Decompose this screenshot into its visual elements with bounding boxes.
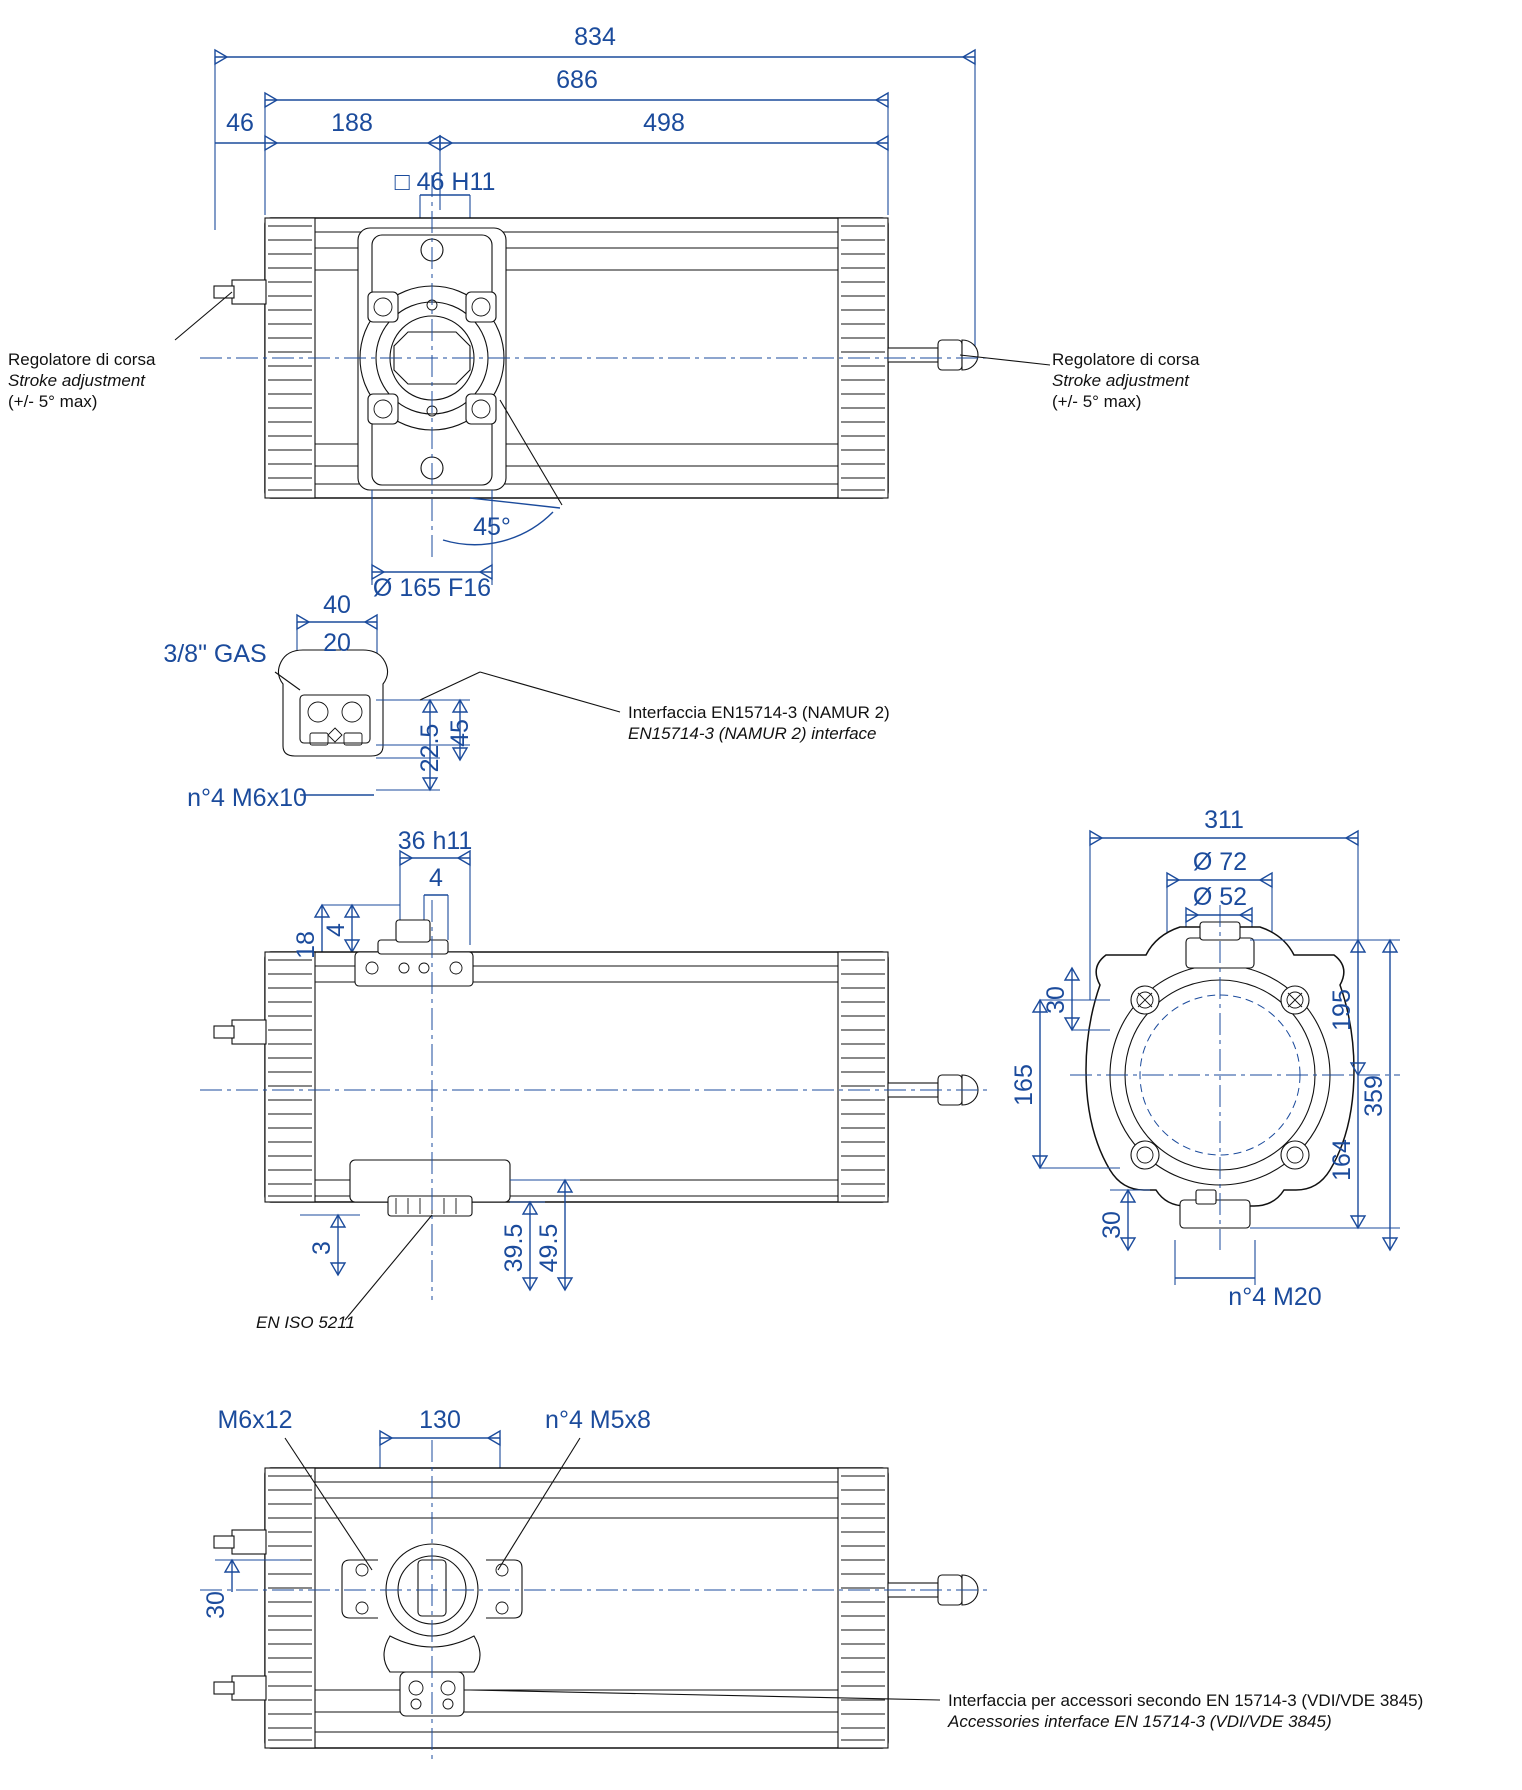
bottom-view-geometry	[200, 1431, 990, 1760]
dim-bottom-height-30: 30	[202, 1591, 230, 1619]
dim-height-359: 359	[1360, 1075, 1388, 1117]
top-view-geometry	[175, 50, 1050, 585]
label-m6x12: M6x12	[217, 1406, 293, 1434]
dim-overall-length: 834	[574, 23, 616, 51]
dim-detail-22-5: 22.5	[416, 723, 444, 773]
dim-body-length: 686	[556, 66, 598, 94]
dim-spacing-130: 130	[419, 1406, 461, 1434]
dim-detail-20: 20	[323, 629, 351, 657]
dim-square-drive: □ 46 H11	[394, 168, 496, 196]
dim-width-311: 311	[1204, 806, 1244, 834]
dim-step-4: 4	[429, 864, 443, 892]
dim-dia-52: Ø 52	[1192, 883, 1248, 911]
dim-angle-45: 45°	[473, 513, 511, 541]
dim-height-30-bottom: 30	[1098, 1211, 1126, 1239]
label-m5x8-screws: n°4 M5x8	[545, 1406, 651, 1434]
label-gas-port: 3/8" GAS	[163, 640, 267, 668]
dim-flange-diameter: Ø 165 F16	[372, 574, 492, 602]
dim-height-164: 164	[1328, 1139, 1356, 1181]
dim-center-right: 498	[643, 109, 685, 137]
callout-namur-line1: Interfaccia EN15714-3 (NAMUR 2)	[628, 703, 890, 722]
dim-detail-45: 45	[446, 719, 474, 747]
note-left-line1: Regolatore di corsa	[8, 350, 156, 369]
dim-bottom-3: 3	[308, 1241, 336, 1255]
note-left-line3: (+/- 5° max)	[8, 392, 98, 411]
label-m20-threads: n°4 M20	[1228, 1283, 1322, 1311]
dim-height-18: 18	[292, 931, 320, 959]
dim-dia-72: Ø 72	[1192, 848, 1248, 876]
label-en-iso-5211: EN ISO 5211	[256, 1313, 355, 1332]
dim-bottom-39-5: 39.5	[500, 1223, 528, 1273]
dim-bottom-49-5: 49.5	[535, 1223, 563, 1273]
callout-namur-line2: EN15714-3 (NAMUR 2) interface	[628, 724, 877, 743]
callout-accessories-line1: Interfaccia per accessori secondo EN 15714-3 (VDI/VDE 3845)	[948, 1691, 1424, 1710]
note-right-line3: (+/- 5° max)	[1052, 392, 1142, 411]
note-left-line2: Stroke adjustment	[8, 371, 146, 390]
note-right-line1: Regolatore di corsa	[1052, 350, 1200, 369]
dim-height-4: 4	[322, 923, 350, 937]
dim-height-165: 165	[1010, 1064, 1038, 1106]
dim-height-195: 195	[1328, 989, 1356, 1031]
dim-detail-40: 40	[323, 591, 351, 619]
dim-center-left: 188	[331, 109, 373, 137]
dim-left-offset: 46	[226, 109, 254, 137]
dim-shaft-36: 36 h11	[397, 827, 473, 855]
label-m6x10-screws: n°4 M6x10	[187, 784, 307, 812]
dim-height-30-top: 30	[1042, 986, 1070, 1014]
note-right-line2: Stroke adjustment	[1052, 371, 1190, 390]
callout-accessories-line2: Accessories interface EN 15714-3 (VDI/VDE 3845)	[948, 1712, 1332, 1731]
